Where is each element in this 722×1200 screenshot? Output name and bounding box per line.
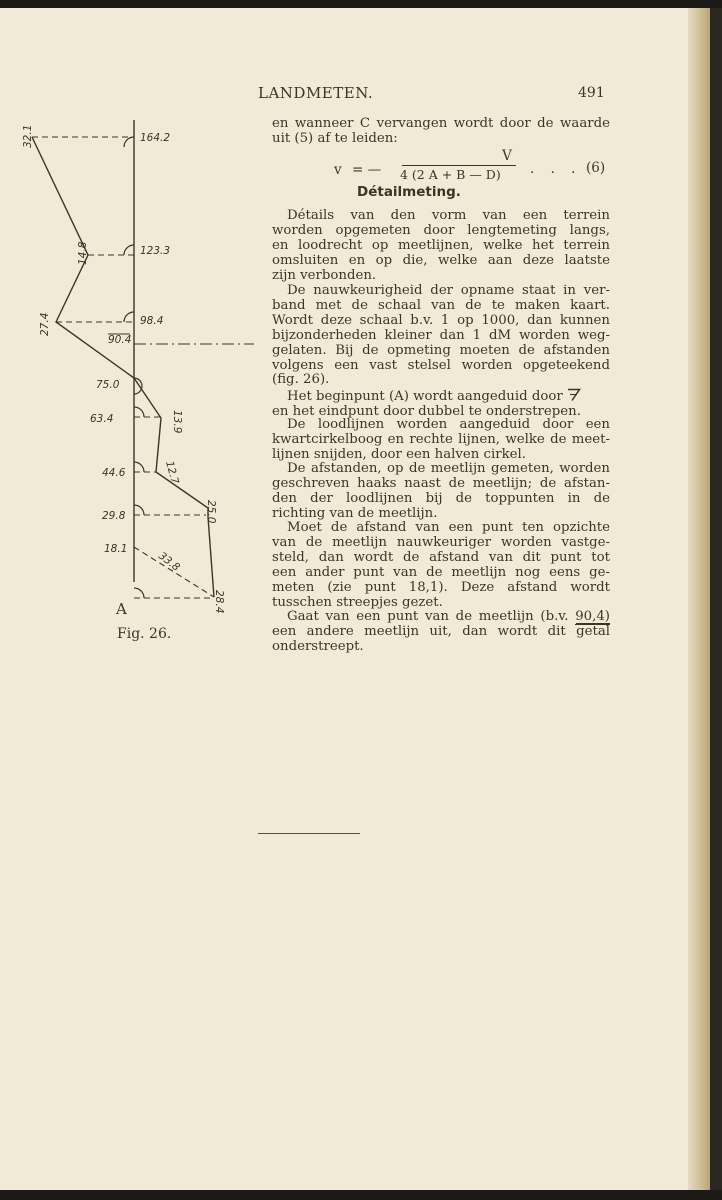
text-line: (fig. 26). [272,372,330,388]
offset-lines [32,137,214,598]
text-fragment: een andere meetlijn uit, dan wordt dit [272,623,566,639]
text-line: kwartcirkelboog en rechte lijnen, welke de meet- [272,431,610,447]
text-line [272,625,610,640]
overlined-word: getal [576,623,610,639]
fraction-bar [402,165,516,166]
text-line: Wordt deze schaal b.v. 1 op 1000, dan kunnen [272,312,610,328]
book-spine [710,8,722,1190]
start-point-label: A [116,600,127,618]
offset-label: 28.4 [213,590,225,614]
figure-caption: Fig. 26. [117,626,172,642]
paragraph [272,284,610,388]
station-label: 75.0 [96,379,120,391]
offset-label: 12.7 [163,459,181,486]
paragraph [272,209,610,284]
text-line: band met de schaal van de te maken kaart. [272,297,610,313]
station-label: 164.2 [140,132,171,144]
station-label: 44.6 [102,467,126,479]
text-line: volgens een vast stelsel worden opgeteekend [272,357,610,373]
text-line: en wanneer C vervangen wordt door de waarde [272,116,610,131]
text-line: De loodlijnen worden aangeduid door een [287,417,610,432]
offset-label: 25.0 [205,500,217,524]
text-line: een ander punt van de meetlijn nog eens ge- [272,564,610,580]
formula-denominator: 4 (2 A + B — D) [400,167,501,182]
page-edges [688,8,710,1190]
start-point-symbol [567,388,581,401]
text-line: tusschen streepjes gezet. [272,594,443,610]
text-line: geschreven haaks naast de meetlijn; de afstan- [272,475,610,491]
text-line: richting van de meetlijn. [272,505,438,521]
text-line: en loodrecht op meetlijnen, welke het terrein [272,237,610,253]
section-heading: Détailmeting. [357,184,461,200]
tie-label: 33.8 [156,549,182,574]
offset-label: 27.4 [39,312,51,336]
underlined-value: 90,4) [575,609,610,624]
text-line: De nauwkeurigheid der opname staat in ver- [287,283,610,298]
formula-lhs: v [334,162,342,178]
figure-26 [20,110,260,622]
footnote-rule [258,833,360,834]
text-line: Détails van den vorm van een terrein [287,208,610,223]
text-fragment: Het beginpunt (A) wordt aangeduid door [287,389,563,404]
text-line: bijzonderheden kleiner dan 1 dM worden weg- [272,327,610,343]
offset-label: 32.1 [22,124,34,148]
station-label: 98.4 [140,315,164,327]
text-line [272,388,610,405]
text-line: worden opgemeten door lengtemeting langs, [272,222,610,238]
text-line: van de meetlijn nauwkeuriger worden vastge- [272,534,610,550]
text-line: De afstanden, op de meetlijn gemeten, worden [287,461,610,476]
running-header: LANDMETEN. [258,84,374,102]
text-line: meten (zie punt 18,1). Deze afstand wordt [272,579,610,595]
station-label: 18.1 [104,543,128,555]
text-line: gelaten. Bij de opmeting moeten de afstanden [272,342,610,358]
paragraph [272,418,610,463]
station-label: 123.3 [140,245,171,257]
paragraph [272,462,610,522]
paragraph [272,388,610,420]
text-line: zijn verbonden. [272,267,377,283]
text-line: uit (5) af te leiden: [272,130,398,146]
text-line: omsluiten en op die, welke aan deze laatste [272,252,610,268]
text-line: Moet de afstand van een punt ten opzichte [287,520,610,535]
station-label: 29.8 [102,510,126,522]
formula-6 [334,148,614,186]
text-line: steld, dan wordt de afstand van dit punt tot [272,549,610,565]
formula-number: (6) [586,160,606,176]
text-line: en het eindpunt door dubbel te onderstrepen. [272,403,581,419]
text-line: onderstreept. [272,638,364,654]
paragraph [272,610,610,655]
text-line [272,610,610,625]
paragraph [272,521,610,610]
offset-label: 13.9 [171,410,183,434]
intro-paragraph [272,117,610,147]
station-label: 63.4 [90,413,114,425]
station-label: 90.4 [108,334,132,346]
page-number: 491 [578,85,605,101]
formula-equals: = — [352,162,382,178]
text-line: den der loodlijnen bij de toppunten in de [272,490,610,506]
offset-label: 14.8 [77,241,89,265]
terrain-outline [32,137,214,597]
formula-dots: · · · [530,165,582,181]
text-fragment: Gaat van een punt van de meetlijn (b.v. [287,609,569,624]
formula-numerator: V [502,148,512,164]
text-line: lijnen snijden, door een halven cirkel. [272,446,527,462]
